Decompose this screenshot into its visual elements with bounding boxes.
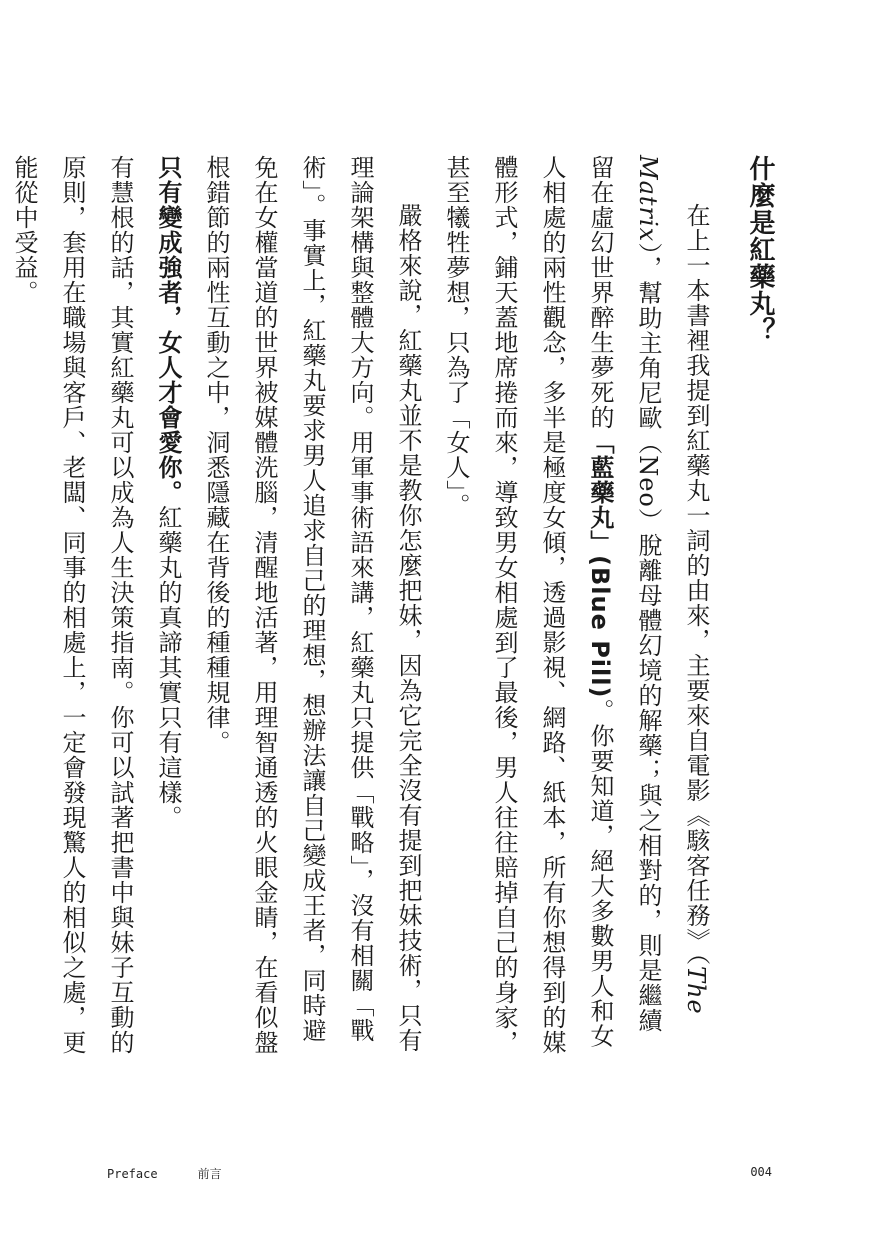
key-statement: 只有變成強者，女人才會愛你。 — [154, 155, 182, 505]
footer-section-cn: 前言 — [197, 1167, 222, 1181]
paragraph-2: 嚴格來說，紅藥丸並不是教你怎麼把妹，因為它完全沒有提到把妹技術，只有理論架構與整體大方向。用軍事術語來講，紅藥丸只提供「戰略」，沒有相關「戰術」。事實上，紅藥丸要求男人追求自己的理想，想辦法讓自己變成王者，同時避免在女權當道的世界被媒體洗腦，清醒地活著，用理智通透的火眼金睛，在看似盤根錯節的兩性互動之中，洞悉隱藏在背後的種種規律。 — [202, 155, 422, 1055]
paragraph-1-part-b: ），幫助主角尼歐（Neo）脫離母體幻境的解藥；與之相對的，則是繼續留在虛幻世界醉生夢死的 — [586, 155, 662, 1033]
footer-section — [107, 1165, 222, 1182]
section-heading: 什麼是紅藥丸？ — [745, 155, 775, 344]
blue-pill-term: 「藍藥丸」(Blue Pill) — [586, 430, 614, 699]
paragraph-3 — [144, 155, 192, 1055]
paragraph-1-part-a: 在上一本書裡我提到紅藥丸一詞的由來，主要來自電影《駭客任務》（ — [682, 203, 710, 966]
paragraph-4: 有慧根的話，其實紅藥丸可以成為人生決策指南。你可以試著把書中與妹子互動的原則，套用在職場與客戶、老闆、同事的相處上，一定會發現驚人的相似之處，更能從中受益。 — [10, 155, 134, 1055]
vertical-text-block — [0, 155, 784, 1055]
paragraph-1 — [432, 155, 720, 1055]
paragraph-1-part-c: 。你要知道，絕大多數男人和女人相處的兩性觀念，多半是極度女傾，透過影視、網路、紙本，所有你想得到的媒體形式，鋪天蓋地席捲而來，導致男女相處到了最後，男人往往賠掉自己的身家，甚至犧牲夢想，只為了「女人」。 — [442, 155, 614, 1055]
page-number: 004 — [750, 1165, 772, 1179]
paragraph-3-rest: 紅藥丸的真諦其實只有這樣。 — [154, 505, 182, 830]
film-title: The Matrix — [634, 155, 710, 1015]
footer-section-en: Preface — [107, 1167, 158, 1181]
page-footer — [107, 1165, 772, 1185]
